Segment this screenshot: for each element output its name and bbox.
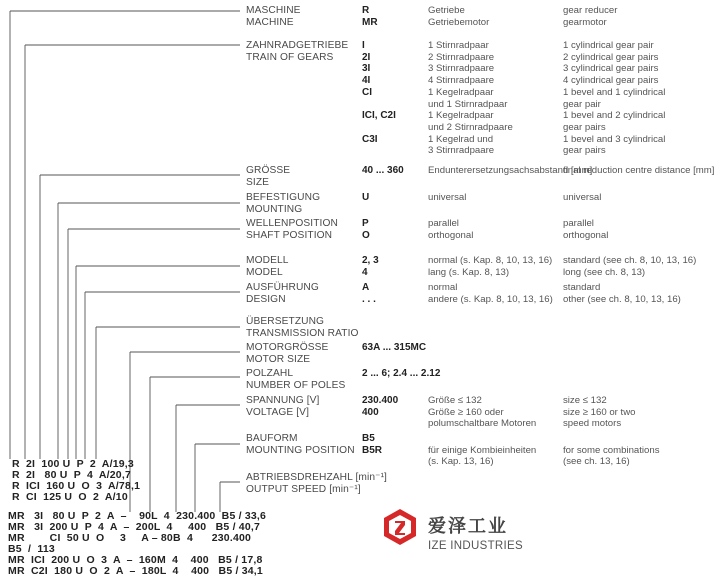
label-maschine: MASCHINE MACHINE: [246, 5, 301, 28]
example-code-line: MR 3I 80 U P 2 A – 90L 4 230.400 B5 / 33,6: [8, 510, 267, 522]
entry-symbol: I: [362, 40, 365, 51]
label-befestigung: BEFESTIGUNG MOUNTING: [246, 192, 321, 215]
entry-symbol: 2I: [362, 51, 371, 63]
entry-description-de: normal (s. Kap. 8, 10, 13, 16): [428, 255, 553, 266]
entry-description-de: (s. Kap. 13, 16): [428, 456, 494, 468]
entry-description-en: (see ch. 13, 16): [563, 456, 630, 468]
entry-description-de: 1 Stirnradpaar: [428, 40, 489, 51]
entry-description-en: 1 bevel and 2 cylindrical: [563, 110, 666, 122]
entry-description-de: 1 Kegelradpaar: [428, 110, 494, 122]
label-motorgroesse: MOTORGRÖSSE MOTOR SIZE: [246, 342, 329, 365]
entry-symbol: MR: [362, 16, 378, 28]
entry-description-en: gear pairs: [563, 121, 606, 133]
entry-description-en: 1 bevel and 1 cylindrical: [563, 86, 666, 98]
entry-symbol: 63A ... 315MC: [362, 342, 427, 353]
entry-symbol: R: [362, 5, 370, 16]
entry-description-en: orthogonal: [563, 229, 609, 241]
entry-symbol: . . .: [362, 293, 376, 305]
label-wellenposition: WELLENPOSITION SHAFT POSITION: [246, 218, 338, 241]
entry-description-en: size ≥ 160 or two: [563, 406, 636, 418]
entry-description-de: polumschaltbare Motoren: [428, 418, 537, 430]
entry-description-de: 2 Stirnradpaare: [428, 51, 495, 63]
example-code-line: R CI 125 U O 2 A/10: [12, 491, 128, 503]
entry-symbol: O: [362, 229, 370, 241]
entry-symbol: 2, 3: [362, 255, 379, 266]
entry-description-en: standard: [563, 282, 601, 293]
entry-symbol: P: [362, 218, 369, 229]
example-code-line: R 2I 80 U P 4 A/20,7: [12, 469, 132, 481]
entry-symbol: 40 ... 360: [362, 165, 404, 176]
label-ausfuehrung: AUSFÜHRUNG DESIGN: [246, 282, 319, 305]
entry-description-de: orthogonal: [428, 229, 474, 241]
entry-symbol: 4I: [362, 75, 371, 87]
entry-description-de: Getriebe: [428, 5, 465, 16]
entry-symbol: 2 ... 6; 2.4 ... 2.12: [362, 368, 441, 379]
example-code-line: R 2I 100 U P 2 A/19,3: [12, 458, 134, 470]
entry-description-de: andere (s. Kap. 8, 10, 13, 16): [428, 293, 553, 305]
entry-description-de: universal: [428, 192, 467, 203]
entry-description-en: gearmotor: [563, 16, 607, 28]
entry-description-de: 1 Kegelradpaar: [428, 86, 494, 98]
label-modell: MODELL MODEL: [246, 255, 289, 278]
label-uebersetzung: ÜBERSETZUNG TRANSMISSION RATIO: [246, 316, 359, 339]
entry-symbol: C3I: [362, 133, 378, 145]
entry-description-en: gear pairs: [563, 145, 606, 157]
entry-description-en: 3 cylindrical gear pairs: [563, 63, 659, 75]
entry-description-en: gear pair: [563, 98, 601, 110]
label-zahnradgetriebe: ZAHNRADGETRIEBE TRAIN OF GEARS: [246, 40, 349, 63]
entry-description-de: normal: [428, 282, 458, 293]
ize-logo: [383, 508, 417, 551]
entry-symbol: 400: [362, 406, 379, 418]
entry-description-en: for some combinations: [563, 444, 660, 456]
entry-symbol: 3I: [362, 63, 371, 75]
entry-description-de: parallel: [428, 218, 459, 229]
label-polzahl: POLZAHL NUMBER OF POLES: [246, 368, 346, 391]
entry-description-en: 1 bevel and 3 cylindrical: [563, 133, 666, 145]
entry-symbol: B5R: [362, 444, 383, 456]
entry-symbol: A: [362, 282, 370, 293]
entry-description-en: 1 cylindrical gear pair: [563, 40, 654, 51]
entry-description-de: Größe ≤ 132: [428, 395, 482, 406]
entry-description-en: final reduction centre distance [mm]: [563, 165, 715, 176]
entry-description-de: 3 Stirnradpaare: [428, 63, 495, 75]
example-code-line: MR CI 50 U O 3 A – 80B 4 230.400: [8, 532, 252, 544]
entry-description-de: lang (s. Kap. 8, 13): [428, 266, 510, 278]
entry-description-de: Größe ≥ 160 oder: [428, 406, 504, 418]
entry-symbol: ICI, C2I: [362, 110, 396, 122]
entry-description-en: universal: [563, 192, 602, 203]
entry-description-en: 4 cylindrical gear pairs: [563, 75, 659, 87]
entry-description-en: parallel: [563, 218, 594, 229]
entry-description-en: speed motors: [563, 418, 622, 430]
entry-symbol: 230.400: [362, 395, 399, 406]
example-code-line: MR C2I 180 U O 2 A – 180L 4 400 B5 / 34,1: [8, 565, 263, 577]
label-abtriebsdrehzahl: ABTRIEBSDREHZAHL [min⁻¹] OUTPUT SPEED [min⁻¹]: [246, 472, 387, 495]
entry-symbol: U: [362, 192, 370, 203]
entry-description-de: und 1 Stirnradpaar: [428, 98, 508, 110]
entry-description-en: standard (see ch. 8, 10, 13, 16): [563, 255, 697, 266]
entry-description-en: gear reducer: [563, 5, 618, 16]
entry-description-de: 1 Kegelrad und: [428, 133, 494, 145]
entry-description-en: long (see ch. 8, 13): [563, 266, 646, 278]
example-code-line: B5 / 113: [8, 543, 55, 555]
entry-description-en: size ≤ 132: [563, 395, 607, 406]
entry-description-de: 4 Stirnradpaare: [428, 75, 495, 87]
label-groesse: GRÖSSE SIZE: [246, 165, 291, 188]
entry-symbol: CI: [362, 86, 372, 98]
ize-logo-icon: [383, 508, 417, 546]
logo-text-en: IZE INDUSTRIES: [428, 540, 523, 552]
entry-description-de: Endunterersetzungsachsabstand [mm]: [428, 165, 593, 176]
example-code-line: MR ICI 200 U O 3 A – 160M 4 400 B5 / 17,8: [8, 554, 263, 566]
entry-symbol: B5: [362, 433, 375, 444]
entry-description-en: 2 cylindrical gear pairs: [563, 51, 659, 63]
example-code-line: R ICI 160 U O 3 A/78,1: [12, 480, 141, 492]
label-bauform: BAUFORM MOUNTING POSITION: [246, 433, 355, 456]
entry-description-de: und 2 Stirnradpaare: [428, 121, 513, 133]
entry-symbol: 4: [362, 266, 368, 278]
entry-description-de: 3 Stirnradpaare: [428, 145, 495, 157]
entry-description-de: für einige Kombieinheiten: [428, 444, 537, 456]
entry-description-de: Getriebemotor: [428, 16, 490, 28]
logo-text-cn: 爱泽工业: [428, 516, 508, 537]
label-spannung: SPANNUNG [V] VOLTAGE [V]: [246, 395, 320, 418]
example-code-line: MR 3I 200 U P 4 A – 200L 4 400 B5 / 40,7: [8, 521, 261, 533]
entry-description-en: other (see ch. 8, 10, 13, 16): [563, 293, 681, 305]
